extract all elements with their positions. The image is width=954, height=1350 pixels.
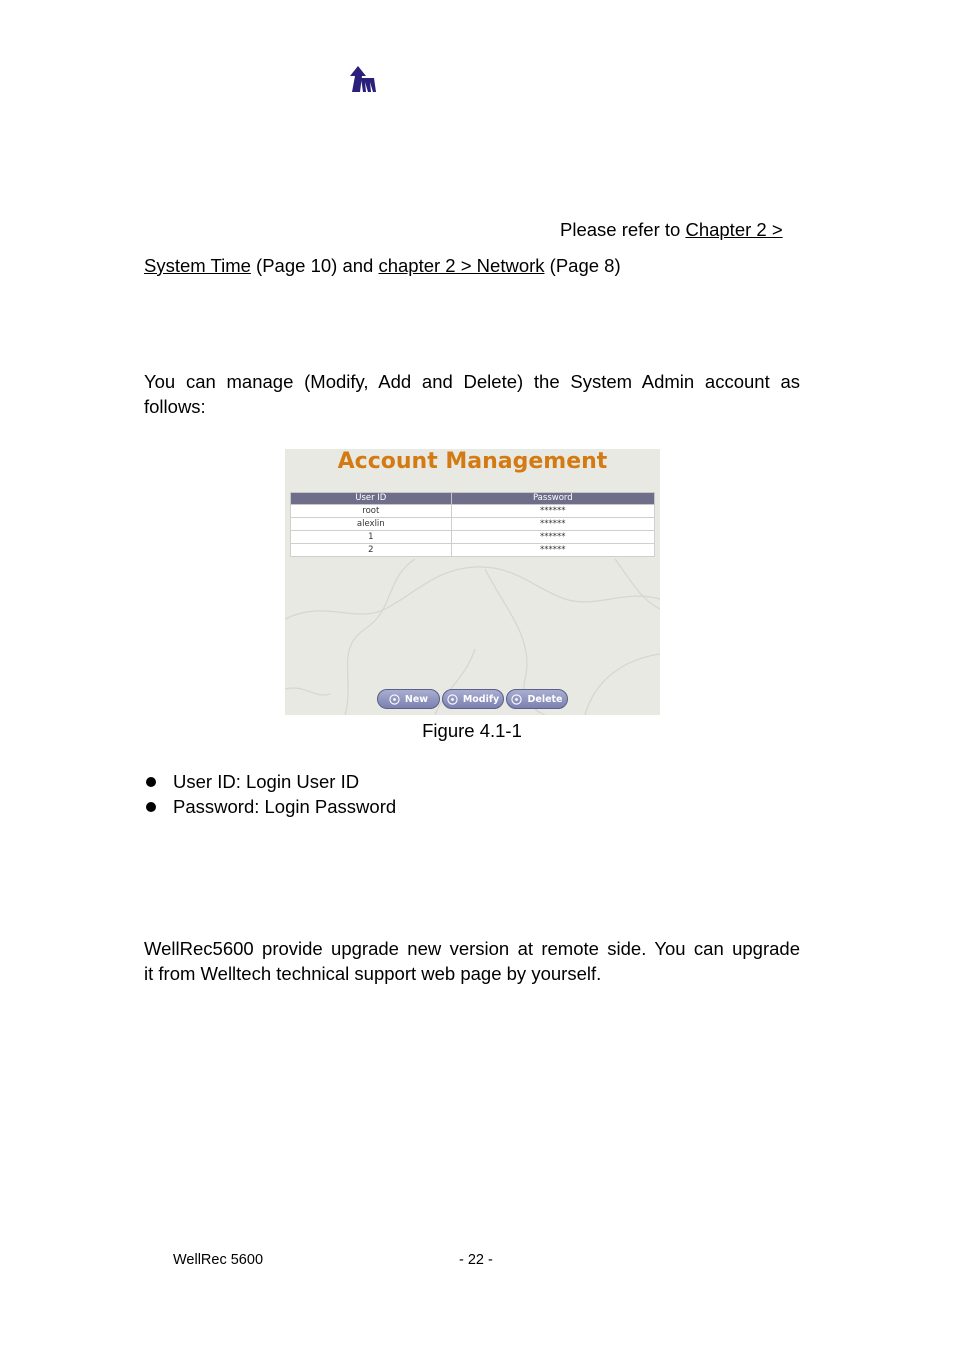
account-paragraph-line-1: You can manage (Modify, Add and Delete) the System Admin account as: [144, 371, 800, 392]
delete-button[interactable]: [506, 689, 568, 709]
field-description-list: [144, 769, 396, 819]
company-logo-icon: [348, 66, 378, 94]
intro-line-1: [560, 217, 800, 242]
intro-prefix: Please refer to: [560, 219, 686, 240]
arrows-icon: [447, 694, 458, 705]
intro-line-2: [144, 253, 621, 278]
bullet-icon: [146, 802, 156, 812]
column-header-password: Password: [451, 493, 654, 505]
user-id-cell: 1: [291, 531, 452, 544]
modify-button[interactable]: [442, 689, 504, 709]
account-table: [290, 492, 655, 557]
arrows-icon: [511, 694, 522, 705]
new-button-label: New: [404, 693, 429, 705]
account-paragraph-line-2: follows:: [144, 396, 206, 417]
arrows-icon: [389, 694, 400, 705]
account-table-header: [291, 493, 655, 505]
map-background-graphic: [285, 449, 660, 715]
new-button[interactable]: [377, 689, 440, 709]
list-item-text: User ID: Login User ID: [173, 771, 360, 792]
password-cell: ******: [451, 505, 654, 518]
footer-product-name: WellRec 5600: [173, 1252, 264, 1268]
bullet-icon: [146, 777, 156, 787]
password-cell: ******: [451, 531, 654, 544]
upgrade-paragraph-line-1: WellRec5600 provide upgrade new version at remote side. You can upgrade: [144, 938, 800, 959]
modify-button-label: Modify: [462, 693, 500, 705]
upgrade-paragraph-line-2: it from Welltech technical support web page by yourself.: [144, 963, 602, 984]
account-management-title: Account Management: [337, 449, 608, 474]
list-item: [144, 769, 396, 794]
table-row[interactable]: [291, 518, 655, 531]
delete-button-label: Delete: [527, 693, 563, 705]
column-header-user-id: User ID: [291, 493, 452, 505]
table-row[interactable]: [291, 531, 655, 544]
intro-mid: (Page 10) and: [250, 255, 379, 276]
user-id-cell: alexlin: [291, 518, 452, 531]
list-item: [144, 794, 396, 819]
table-row[interactable]: [291, 505, 655, 518]
password-cell: ******: [451, 518, 654, 531]
footer-page-number: - 22 -: [459, 1252, 493, 1268]
password-cell: ******: [451, 544, 654, 557]
system-time-link[interactable]: System Time: [144, 255, 251, 276]
figure-caption: Figure 4.1-1: [422, 720, 522, 741]
user-id-cell: root: [291, 505, 452, 518]
account-management-figure: [285, 449, 660, 715]
list-item-text: Password: Login Password: [173, 796, 397, 817]
user-id-cell: 2: [291, 544, 452, 557]
chapter-2-link[interactable]: Chapter 2 >: [685, 219, 783, 240]
table-row[interactable]: [291, 544, 655, 557]
network-link[interactable]: chapter 2 > Network: [378, 255, 545, 276]
intro-end: (Page 8): [544, 255, 621, 276]
